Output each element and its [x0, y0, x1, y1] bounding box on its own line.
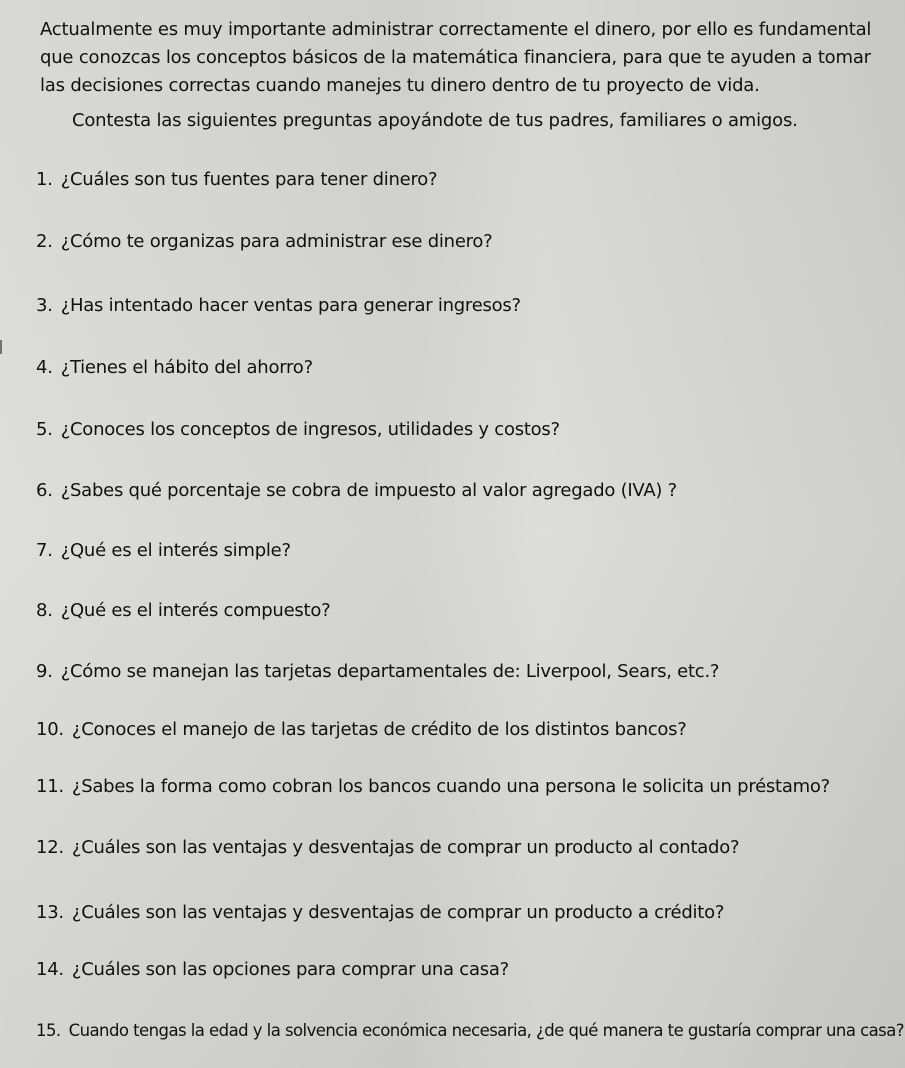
- question-number: 1.: [36, 169, 53, 190]
- question-number: 7.: [36, 540, 53, 561]
- question-number: 3.: [36, 295, 53, 316]
- question-number: 15.: [36, 1021, 61, 1040]
- question-text: ¿Conoces los conceptos de ingresos, utilidades y costos?: [60, 419, 560, 440]
- question-number: 8.: [36, 600, 53, 621]
- question-text: ¿Conoces el manejo de las tarjetas de crédito de los distintos bancos?: [71, 719, 687, 740]
- intro-paragraph: Actualmente es muy importante administrar correctamente el dinero, por ello es fundamental que conozcas los conceptos básicos de la matemática financiera, para que te ayuden a tomar las decisiones correctas cuando manejes tu dinero dentro de tu proyecto de vida.: [40, 19, 872, 96]
- question-item-12: [36, 836, 739, 860]
- question-item-14: [36, 958, 509, 982]
- question-item-11: [36, 775, 830, 799]
- intro-section: [40, 16, 895, 100]
- question-text: ¿Sabes la forma como cobran los bancos cuando una persona le solicita un préstamo?: [71, 776, 830, 797]
- question-number: 10.: [36, 719, 64, 740]
- paper-edge-mark: [0, 340, 8, 354]
- question-item-15: [36, 1019, 904, 1043]
- question-number: 2.: [36, 231, 53, 252]
- question-text: Cuando tengas la edad y la solvencia económica necesaria, ¿de qué manera te gustaría comprar una casa?: [68, 1021, 904, 1040]
- instruction-text: Contesta las siguientes preguntas apoyándote de tus padres, familiares o amigos.: [72, 110, 798, 131]
- question-item-6: [36, 479, 677, 503]
- question-text: ¿Cómo te organizas para administrar ese dinero?: [60, 231, 493, 252]
- question-item-4: [36, 356, 313, 380]
- question-number: 5.: [36, 419, 53, 440]
- question-text: ¿Has intentado hacer ventas para generar ingresos?: [60, 295, 521, 316]
- question-number: 14.: [36, 959, 64, 980]
- question-text: ¿Cuáles son las ventajas y desventajas de comprar un producto a crédito?: [71, 902, 725, 923]
- question-number: 12.: [36, 837, 64, 858]
- question-number: 9.: [36, 661, 53, 682]
- question-item-5: [36, 418, 560, 442]
- question-item-3: [36, 294, 521, 318]
- question-number: 13.: [36, 902, 64, 923]
- question-text: ¿Qué es el interés compuesto?: [60, 600, 331, 621]
- question-text: ¿Cómo se manejan las tarjetas departamentales de: Liverpool, Sears, etc.?: [60, 661, 720, 682]
- question-item-7: [36, 539, 291, 563]
- question-item-2: [36, 230, 492, 254]
- question-number: 4.: [36, 357, 53, 378]
- question-item-8: [36, 599, 330, 623]
- question-text: ¿Qué es el interés simple?: [60, 540, 291, 561]
- question-number: 11.: [36, 776, 64, 797]
- question-item-10: [36, 718, 687, 742]
- question-text: ¿Cuáles son las ventajas y desventajas de comprar un producto al contado?: [71, 837, 740, 858]
- question-item-1: [36, 168, 437, 192]
- question-item-9: [36, 660, 719, 684]
- question-text: ¿Cuáles son tus fuentes para tener dinero?: [60, 169, 438, 190]
- question-text: ¿Tienes el hábito del ahorro?: [60, 357, 313, 378]
- question-number: 6.: [36, 480, 53, 501]
- question-item-13: [36, 901, 724, 925]
- question-text: ¿Cuáles son las opciones para comprar una casa?: [71, 959, 509, 980]
- question-text: ¿Sabes qué porcentaje se cobra de impuesto al valor agregado (IVA) ?: [60, 480, 677, 501]
